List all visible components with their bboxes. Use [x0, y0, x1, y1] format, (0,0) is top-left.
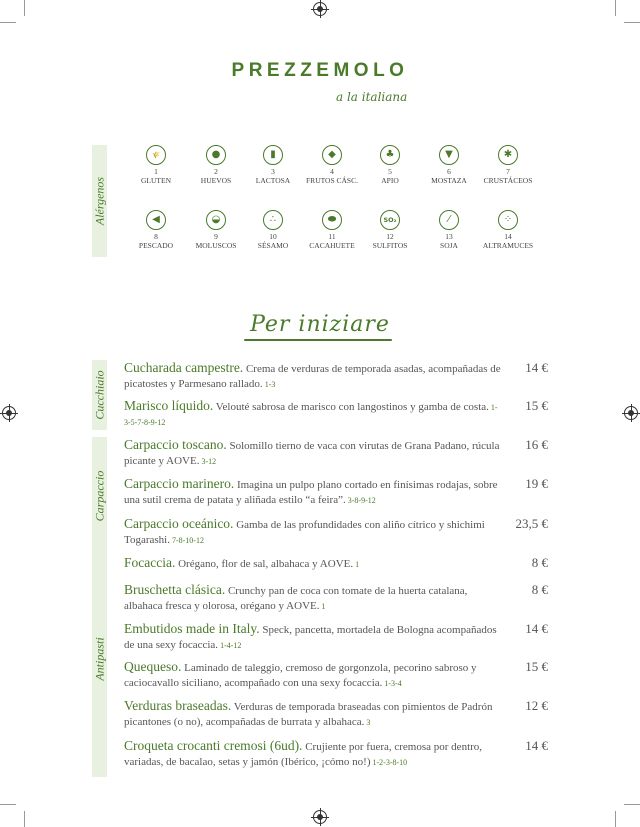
menu-item-description: Crunchy pan de coca con tomate de la huerta catalana, albahaca fresca y olorosa, orégano y AOVE. — [124, 585, 468, 612]
allergen-number: 2 — [214, 167, 218, 176]
menu-item-name: Carpaccio oceánico. — [124, 516, 234, 531]
sulfites-icon: SO₂ — [380, 210, 400, 230]
menu-item-description: Gamba de las profundidades con aliño cítrico y shichimi Togarashi. — [124, 519, 485, 546]
menu-item — [124, 582, 504, 614]
menu-item-allergens: 1-3-5-7-8-9-12 — [124, 403, 498, 427]
allergen-number: 4 — [330, 167, 334, 176]
menu-item-allergens: 1-3-4 — [382, 679, 402, 688]
menu-item-allergens: 1-4-12 — [218, 641, 242, 650]
crop-mark — [615, 811, 616, 827]
egg-icon: ● — [206, 145, 226, 165]
celery-icon: ♣ — [380, 145, 400, 165]
allergen-item — [476, 145, 540, 185]
menu-item — [124, 738, 504, 770]
menu-item-description: Verduras de temporada braseadas con pimientos de Padrón picantones (o no), acompañadas de burrata y albahaca. — [124, 701, 493, 728]
menu-item-name: Bruschetta clásica. — [124, 582, 226, 597]
allergen-item — [417, 210, 481, 250]
menu-item-name: Quequeso. — [124, 659, 182, 674]
allergen-number: 1 — [154, 167, 158, 176]
allergen-name: LACTOSA — [255, 176, 291, 185]
crop-mark — [0, 804, 16, 805]
shell-icon: ◒ — [206, 210, 226, 230]
menu-item-description: Crujiente por fuera, cremosa por dentro, variadas, de bacalao, setas y jamón (Ibérico, ¡cómo no!) — [124, 741, 483, 768]
crab-icon: ✱ — [498, 145, 518, 165]
peanut-icon: ⬬ — [322, 210, 342, 230]
nut-icon: ◆ — [322, 145, 342, 165]
allergen-number: 11 — [328, 232, 336, 241]
allergen-item — [124, 145, 188, 185]
menu-item-allergens: 3 — [364, 718, 371, 727]
menu-item — [124, 698, 504, 730]
menu-item-allergens: 1 — [319, 602, 326, 611]
menu-item-price: 8 € — [531, 555, 548, 570]
menu-item-price: 12 € — [525, 698, 548, 713]
allergen-item — [417, 145, 481, 185]
allergen-item — [476, 210, 540, 250]
allergen-name: MOLUSCOS — [195, 241, 237, 250]
menu-item-name: Cucharada campestre. — [124, 360, 244, 375]
menu-group-label — [92, 541, 107, 777]
crop-mark — [0, 22, 16, 23]
menu-item-name: Embutidos made in Italy. — [124, 621, 260, 636]
allergen-name: GLUTEN — [141, 176, 171, 185]
menu-item-description: Orégano, flor de sal, albahaca y AOVE. — [175, 558, 354, 570]
menu-item-allergens: 3-12 — [199, 457, 217, 466]
menu-item-price: 23,5 € — [515, 516, 548, 531]
menu-item-name: Focaccia. — [124, 555, 176, 570]
menu-item-allergens: 3-8-9-12 — [345, 496, 376, 505]
allergen-name: FRUTOS CÁSC. — [306, 176, 358, 185]
menu-item — [124, 555, 504, 572]
allergen-number: 3 — [271, 167, 275, 176]
allergen-number: 7 — [506, 167, 510, 176]
allergen-name: ALTRAMUCES — [482, 241, 534, 250]
allergen-name: CRUSTÁCEOS — [483, 176, 533, 185]
registration-mark — [2, 406, 16, 420]
allergen-item — [358, 210, 422, 250]
menu-item-name: Carpaccio toscano. — [124, 437, 227, 452]
menu-item-name: Croqueta crocanti cremosi (6ud). — [124, 738, 303, 753]
menu-group-label — [92, 360, 107, 430]
allergen-item — [241, 210, 305, 250]
allergen-item — [300, 145, 364, 185]
menu-item-name: Verduras braseadas. — [124, 698, 232, 713]
menu-item — [124, 659, 504, 691]
allergen-item — [184, 145, 248, 185]
allergen-name: PESCADO — [138, 241, 174, 250]
crop-mark — [624, 22, 640, 23]
menu-item-allergens: 7-8-10-12 — [169, 536, 204, 545]
menu-item — [124, 437, 504, 469]
menu-item-allergens: 1 — [353, 560, 360, 569]
menu-item — [124, 398, 504, 430]
section-title-underline — [244, 339, 392, 341]
menu-item — [124, 621, 504, 653]
sesame-icon: ∴ — [263, 210, 283, 230]
registration-mark — [313, 810, 327, 824]
allergen-number: 9 — [214, 232, 218, 241]
soy-icon: ⁄ — [439, 210, 459, 230]
allergen-name: SULFITOS — [372, 241, 408, 250]
menu-item — [124, 476, 504, 508]
menu-item-allergens: 1-3 — [262, 380, 276, 389]
menu-item-description: Imagina un pulpo plano cortado en finísimas rodajas, sobre una sutil crema de patata y aliñada estilo “a feira”. — [124, 479, 498, 506]
menu-item-price: 16 € — [525, 437, 548, 452]
fish-icon: ◀ — [146, 210, 166, 230]
registration-mark — [624, 406, 638, 420]
menu-item-price: 15 € — [525, 659, 548, 674]
allergen-number: 5 — [388, 167, 392, 176]
menu-item-price: 15 € — [525, 398, 548, 413]
section-title: Per iniziare — [250, 312, 390, 337]
allergen-name: SÉSAMO — [257, 241, 289, 250]
allergen-item — [124, 210, 188, 250]
allergen-name: HUEVOS — [200, 176, 232, 185]
registration-mark — [313, 2, 327, 16]
allergen-item — [300, 210, 364, 250]
allergen-name: APIO — [381, 176, 399, 185]
allergen-number: 6 — [447, 167, 451, 176]
crop-mark — [24, 0, 25, 16]
milk-bottle-icon: ▮ — [263, 145, 283, 165]
allergen-item — [241, 145, 305, 185]
mustard-icon: ▼ — [439, 145, 459, 165]
menu-item-description: Solomillo tierno de vaca con virutas de Grana Padano, rúcula picante y AOVE. — [124, 440, 500, 467]
menu-item-name: Carpaccio marinero. — [124, 476, 235, 491]
brand-logo: PREZZEMOLO — [231, 60, 409, 81]
allergens-label-text: Alérgenos — [92, 176, 106, 226]
menu-item — [124, 516, 504, 548]
brand-tagline: a la italiana — [336, 90, 408, 104]
menu-item-description: Crema de verduras de temporada asadas, acompañadas de picatostes y Parmesano rallado. — [124, 363, 501, 390]
allergen-number: 8 — [154, 232, 158, 241]
crop-mark — [624, 804, 640, 805]
menu-item-price: 14 € — [525, 621, 548, 636]
menu-item-name: Marisco líquido. — [124, 398, 214, 413]
allergen-number: 12 — [386, 232, 394, 241]
allergen-item — [184, 210, 248, 250]
allergen-number: 13 — [445, 232, 453, 241]
allergen-number: 14 — [504, 232, 512, 241]
wheat-icon: 🌾 — [146, 145, 166, 165]
menu-group-label-text: Carpaccio — [92, 470, 106, 522]
menu-item-allergens: 1-2-3-8-10 — [370, 758, 408, 767]
allergen-name: SOJA — [440, 241, 458, 250]
lupin-icon: ⁘ — [498, 210, 518, 230]
menu-item-price: 14 € — [525, 738, 548, 753]
menu-group-label-text: Cucchiaio — [92, 370, 106, 420]
allergen-number: 10 — [269, 232, 277, 241]
menu-item-price: 19 € — [525, 476, 548, 491]
menu-item-description: Speck, pancetta, mortadela de Bologna acompañados de una sexy focaccia. — [124, 624, 497, 651]
menu-group-label-text: Antipasti — [92, 637, 106, 681]
menu-item-price: 8 € — [531, 582, 548, 597]
menu-item-description: Laminado de taleggio, cremoso de gorgonzola, pecorino sabroso y caciocavallo siciliano, acompañado con una sexy focaccia. — [124, 662, 477, 689]
menu-item — [124, 360, 504, 392]
crop-mark — [24, 811, 25, 827]
allergens-side-label — [92, 145, 107, 257]
allergen-name: MOSTAZA — [431, 176, 467, 185]
allergen-item — [358, 145, 422, 185]
menu-item-description: Velouté sabrosa de marisco con langostinos y gamba de costa. — [213, 401, 489, 413]
allergen-name: CACAHUETE — [309, 241, 355, 250]
menu-item-price: 14 € — [525, 360, 548, 375]
menu-group-label — [92, 437, 107, 555]
crop-mark — [615, 0, 616, 16]
